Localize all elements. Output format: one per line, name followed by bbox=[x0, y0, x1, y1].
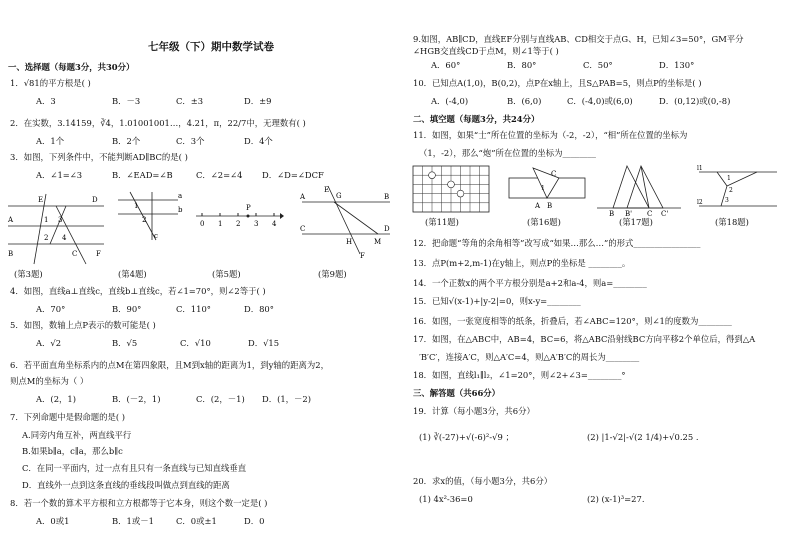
svg-text:G: G bbox=[336, 192, 342, 200]
figure-q9 bbox=[298, 184, 394, 260]
svg-text:3: 3 bbox=[725, 197, 729, 204]
q9-stem-2: ∠HGB交直线CD于点M，则∠1等于( ) bbox=[413, 46, 559, 56]
figure-q17 bbox=[593, 160, 685, 218]
q6-option-c: C．(2，－1) bbox=[196, 394, 245, 404]
svg-text:C: C bbox=[551, 170, 557, 178]
svg-text:E: E bbox=[324, 186, 330, 194]
q17-stem-2: ′B′C′，连接A′C，则△A′C=4，则△A′B′C的周长为________ bbox=[419, 352, 640, 362]
svg-text:A: A bbox=[535, 202, 541, 210]
q6-option-d: D．(1，－2) bbox=[262, 394, 312, 404]
q8-option-d: D．0 bbox=[244, 516, 265, 526]
figure-q5 bbox=[192, 196, 284, 236]
caption-q18: (第18题) bbox=[715, 217, 749, 227]
svg-text:H: H bbox=[346, 238, 353, 246]
svg-text:C: C bbox=[647, 210, 653, 218]
q4-option-c: C．110° bbox=[176, 304, 211, 314]
q15-stem: 15．已知√(x-1)+|y-2|=0，则x-y=________ bbox=[413, 296, 581, 306]
svg-text:1: 1 bbox=[727, 175, 731, 182]
svg-text:F: F bbox=[360, 252, 365, 260]
svg-text:b: b bbox=[178, 206, 183, 214]
q20-part-1: (1) 4x²-36=0 bbox=[419, 494, 473, 504]
q7-option-a: A.同旁内角互补，两直线平行 bbox=[22, 430, 132, 440]
q4-option-d: D．80° bbox=[244, 304, 274, 314]
caption-q16: (第16题) bbox=[527, 217, 561, 227]
q11-stem-2: （1，-2），那么“炮”所在位置的坐标为________ bbox=[419, 148, 596, 158]
svg-text:B: B bbox=[8, 250, 14, 258]
right-column bbox=[397, 0, 794, 560]
caption-q9: (第9题) bbox=[318, 269, 347, 279]
svg-text:2: 2 bbox=[142, 216, 147, 224]
svg-text:1: 1 bbox=[134, 202, 139, 210]
q3-option-c: C．∠2=∠4 bbox=[196, 170, 243, 180]
caption-q5: (第5题) bbox=[212, 269, 241, 279]
svg-text:C: C bbox=[300, 225, 306, 233]
q9-option-d: D．130° bbox=[659, 60, 695, 70]
svg-text:A: A bbox=[300, 193, 306, 201]
q8-stem: 8．若一个数的算术平方根和立方根都等于它本身，则这个数一定是( ) bbox=[10, 498, 268, 508]
svg-text:1: 1 bbox=[218, 220, 223, 228]
q6-option-b: B．(－2，1) bbox=[112, 394, 161, 404]
figure-q11 bbox=[411, 164, 491, 214]
section-fill: 二、填空题（每题3分，共24分） bbox=[413, 114, 540, 124]
q14-stem: 14．一个正数x的两个平方根分别是a+2和a-4，则a=________ bbox=[413, 278, 647, 288]
svg-text:2: 2 bbox=[236, 220, 241, 228]
q5-option-a: A．√2 bbox=[36, 338, 62, 348]
q10-option-c: C．(-4,0)或(6,0) bbox=[567, 96, 633, 106]
svg-text:P: P bbox=[246, 204, 251, 212]
q3-option-b: B．∠EAD=∠B bbox=[112, 170, 173, 180]
svg-text:3: 3 bbox=[254, 220, 259, 228]
svg-text:l1: l1 bbox=[697, 165, 703, 172]
svg-text:2: 2 bbox=[44, 234, 49, 242]
svg-text:B: B bbox=[384, 193, 390, 201]
figure-q18 bbox=[697, 164, 779, 214]
q19-part-1: (1) ∛(-27)+√(-6)²-√9 ； bbox=[419, 432, 514, 442]
q1-option-b: B．－3 bbox=[112, 96, 141, 106]
q9-stem-1: 9.如图，AB∥CD，直线EF分别与直线AB、CD相交于点G、H，已知∠3=50°，GM平分 bbox=[413, 34, 744, 44]
q16-stem: 16．如图，一张宽度相等的纸条，折叠后，若∠ABC=120°，则∠1的度数为________ bbox=[413, 316, 732, 326]
svg-text:B: B bbox=[609, 210, 615, 218]
q1-option-d: D．±9 bbox=[244, 96, 272, 106]
svg-text:1: 1 bbox=[541, 185, 545, 192]
caption-q4: (第4题) bbox=[118, 269, 147, 279]
q9-option-b: B．80° bbox=[507, 60, 537, 70]
caption-q17: (第17题) bbox=[619, 217, 653, 227]
section-choice: 一、选择题（每题3分，共30分） bbox=[8, 62, 135, 72]
q5-option-d: D．√15 bbox=[248, 338, 280, 348]
svg-text:4: 4 bbox=[272, 220, 277, 228]
caption-q11: (第11题) bbox=[425, 217, 459, 227]
svg-text:a: a bbox=[178, 192, 183, 200]
q10-option-d: D．(0,12)或(0,-8) bbox=[659, 96, 731, 106]
q8-option-b: B．1或－1 bbox=[112, 516, 154, 526]
q17-stem-1: 17．如图，在△ABC中，AB=4，BC=6，将△ABC沿射线BC方向平移2个单位后，得到△A bbox=[413, 334, 756, 344]
q1-option-c: C．±3 bbox=[176, 96, 204, 106]
q3-option-d: D．∠D=∠DCF bbox=[262, 170, 324, 180]
svg-text:3: 3 bbox=[58, 216, 63, 224]
q11-stem-1: 11．如图，如果“士”所在位置的坐标为（-2，-2），“相”所在位置的坐标为 bbox=[413, 130, 688, 140]
q8-option-a: A．0或1 bbox=[36, 516, 70, 526]
caption-q3: (第3题) bbox=[14, 269, 43, 279]
q7-option-d: D．直线外一点到这条直线的垂线段叫做点到直线的距离 bbox=[22, 480, 230, 490]
q4-option-b: B．90° bbox=[112, 304, 142, 314]
page-title: 七年级（下）期中数学试卷 bbox=[148, 41, 274, 53]
q1-option-a: A．3 bbox=[36, 96, 56, 106]
svg-text:2: 2 bbox=[729, 187, 733, 194]
q4-stem: 4．如图，直线a⊥直线c，直线b⊥直线c，若∠1=70°，则∠2等于( ) bbox=[10, 286, 266, 296]
svg-text:D: D bbox=[92, 196, 98, 204]
q7-option-b: B.如果b∥a，c∥a，那么b∥c bbox=[22, 446, 123, 456]
figure-q4 bbox=[112, 190, 184, 250]
figure-q3 bbox=[6, 186, 106, 266]
q7-option-c: C．在同一平面内，过一点有且只有一条直线与已知直线垂直 bbox=[22, 463, 247, 473]
svg-text:C': C' bbox=[661, 210, 669, 218]
q5-option-c: C．√10 bbox=[180, 338, 211, 348]
q7-stem: 7．下列命题中是假命题的是( ) bbox=[10, 412, 126, 422]
svg-text:l2: l2 bbox=[697, 199, 703, 206]
svg-text:C: C bbox=[72, 250, 78, 258]
q6-stem-1: 6．若平面直角坐标系内的点M在第四象限，且M到x轴的距离为1，到y轴的距离为2， bbox=[10, 360, 329, 370]
q20-part-2: (2) (x-1)³=27. bbox=[587, 494, 645, 504]
q18-stem: 18．如图，直线l₁∥l₂，∠1=20°，则∠2+∠3=________° bbox=[413, 370, 626, 380]
svg-text:A: A bbox=[8, 216, 14, 224]
q1-stem: 1．√81的平方根是( ) bbox=[10, 78, 91, 88]
q4-option-a: A．70° bbox=[36, 304, 66, 314]
svg-text:B: B bbox=[547, 202, 553, 210]
svg-text:M: M bbox=[374, 238, 382, 246]
svg-text:E: E bbox=[38, 196, 44, 204]
q10-option-a: A．(-4,0) bbox=[431, 96, 469, 106]
svg-text:1: 1 bbox=[44, 216, 49, 224]
q3-option-a: A．∠1=∠3 bbox=[36, 170, 83, 180]
q2-stem: 2．在实数，3.14159，∛4，1.01001001…，4.21，π，22/7中，无理数有( ) bbox=[10, 118, 306, 128]
q13-stem: 13．点P(m+2,m-1)在y轴上，则点P的坐标是 ________。 bbox=[413, 258, 631, 268]
svg-text:F: F bbox=[96, 250, 101, 258]
q8-option-c: C．0或±1 bbox=[176, 516, 217, 526]
figure-q16 bbox=[507, 164, 587, 214]
q2-option-b: B．2个 bbox=[112, 136, 141, 146]
svg-text:0: 0 bbox=[200, 220, 205, 228]
q2-option-d: D．4个 bbox=[244, 136, 273, 146]
q5-option-b: B．√5 bbox=[112, 338, 138, 348]
q10-option-b: B．(6,0) bbox=[507, 96, 542, 106]
q10-stem: 10．已知点A(1,0)，B(0,2)，点P在x轴上，且S△PAB=5，则点P的坐标是( ) bbox=[413, 78, 702, 88]
svg-text:B': B' bbox=[625, 210, 633, 218]
q5-stem: 5．如图，数轴上点P表示的数可能是( ) bbox=[10, 320, 156, 330]
q2-option-a: A．1个 bbox=[36, 136, 65, 146]
q19-part-2: (2) |1-√2|-√(2 1/4)+√0.25 . bbox=[587, 432, 699, 442]
q9-option-a: A．60° bbox=[431, 60, 461, 70]
q12-stem: 12．把命题“等角的余角相等”改写成“如果…那么…”的形式________________ bbox=[413, 238, 701, 248]
q9-option-c: C．50° bbox=[583, 60, 613, 70]
section-answer: 三、解答题（共66分） bbox=[413, 388, 501, 398]
q2-option-c: C．3个 bbox=[176, 136, 205, 146]
q20-stem: 20．求x的值，（每小题3分，共6分） bbox=[413, 476, 553, 486]
q6-option-a: A．(2，1) bbox=[36, 394, 76, 404]
svg-text:4: 4 bbox=[62, 234, 67, 242]
svg-text:c: c bbox=[154, 232, 158, 240]
svg-text:D: D bbox=[384, 225, 390, 233]
q19-stem: 19．计算（每小题3分，共6分） bbox=[413, 406, 535, 416]
q6-stem-2: 则点M的坐标为（ ） bbox=[10, 376, 89, 386]
q3-stem: 3．如图，下列条件中，不能判断AD∥BC的是( ) bbox=[10, 152, 188, 162]
